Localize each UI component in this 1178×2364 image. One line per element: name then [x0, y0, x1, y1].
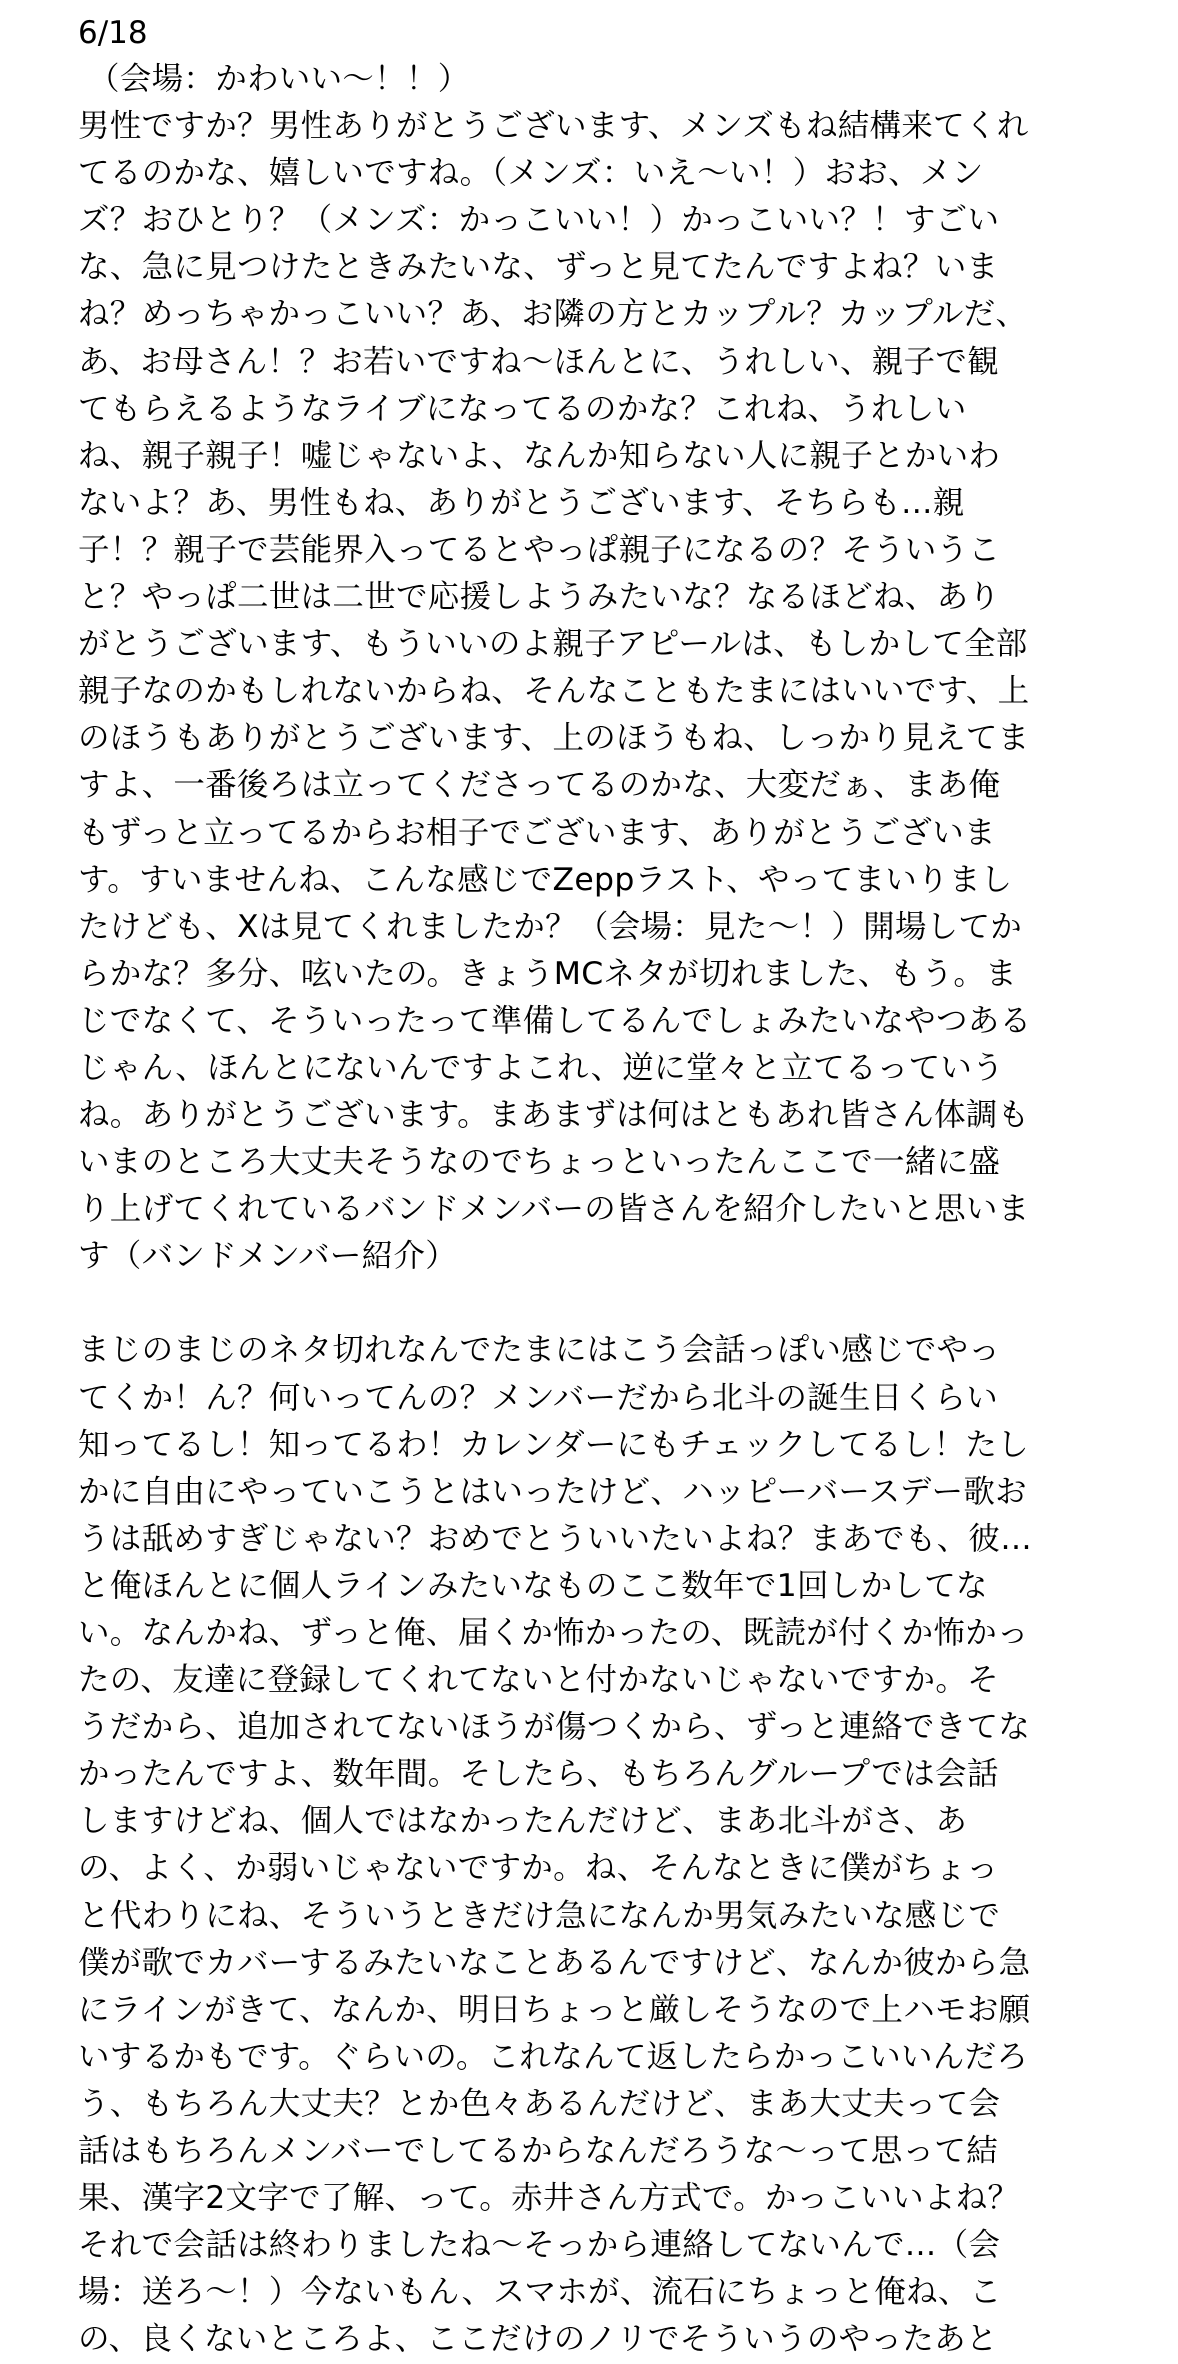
text-line: 場：送ろ〜！）今ないもん、スマホが、流石にちょっと俺ね、こ	[78, 2274, 1002, 2311]
text-line: ないよ？あ、男性もね、ありがとうございます、そちらも…親	[78, 484, 965, 521]
text-line: う、もちろん大丈夫？とか色々あるんだけど、まあ大丈夫って会	[78, 2085, 1001, 2122]
paragraph-1	[78, 56, 1118, 1280]
text-line: と俺ほんとに個人ラインみたいなものここ数年で1回しかしてな	[78, 1567, 988, 1604]
text-line: 話はもちろんメンバーでしてるからなんだろうな〜って思って結	[78, 2133, 998, 2170]
text-line: 子！？親子で芸能界入ってるとやっぱ親子になるの？そういうこ	[78, 531, 1001, 568]
text-line: と？やっぱ二世は二世で応援しようみたいな？なるほどね、あり	[78, 579, 1001, 616]
text-line: しますけどね、個人ではなかったんだけど、まあ北斗がさ、あ	[78, 1803, 968, 1840]
text-line: らかな？多分、呟いたの。きょうMCネタが切れました、もう。ま	[78, 955, 1017, 992]
text-line: すよ、一番後ろは立ってくださってるのかな、大変だぁ、まあ俺	[78, 767, 1001, 804]
text-line: てもらえるようなライブになってるのかな？これね、うれしい	[78, 390, 967, 427]
text-line: す（バンドメンバー紹介）	[78, 1238, 458, 1275]
text-line: （会場：かわいい〜！！）	[88, 61, 470, 97]
text-line: いするかもです。ぐらいの。これなんて返したらかっこいいんだろ	[78, 2038, 1029, 2075]
text-line: のほうもありがとうございます、上のほうもね、しっかり見えてま	[78, 720, 1030, 757]
text-line: 僕が歌でカバーするみたいなことあるんですけど、なんか彼から急	[78, 1944, 1031, 1981]
text-line: にラインがきて、なんか、明日ちょっと厳しそうなので上ハモお願	[78, 1991, 1031, 2028]
text-line: たけども、Xは見てくれましたか？（会場：見た〜！）開場してか	[78, 908, 1023, 945]
text-line: うだから、追加されてないほうが傷つくから、ずっと連絡できてな	[78, 1709, 1031, 1746]
text-line: てくか！ん？何いってんの？メンバーだから北斗の誕生日くらい	[78, 1379, 998, 1416]
text-line: うは舐めすぎじゃない？おめでとういいたいよね？まあでも、彼…	[78, 1520, 1033, 1557]
text-line: 知ってるし！知ってるわ！カレンダーにもチェックしてるし！たし	[78, 1426, 1030, 1463]
text-line: 男性ですか？男性ありがとうございます、メンズもね結構来てくれ	[78, 108, 1029, 145]
text-line: と代わりにね、そういうときだけ急になんか男気みたいな感じで	[78, 1897, 1001, 1934]
text-line: の、良くないところよ、ここだけのノリでそういうのやったあと	[78, 2321, 998, 2358]
text-line: な、急に見つけたときみたいな、ずっと見てたんですよね？いま	[78, 249, 999, 286]
text-line: かに自由にやっていこうとはいったけど、ハッピーバースデー歌お	[78, 1473, 1027, 1510]
text-line: ね、親子親子！嘘じゃないよ、なんか知らない人に親子とかいわ	[78, 437, 1001, 474]
text-line: もずっと立ってるからお相子でございます、ありがとうございま	[78, 814, 996, 851]
text-line: まじのまじのネタ切れなんでたまにはこう会話っぽい感じでやっ	[78, 1332, 1001, 1369]
text-line: す。すいませんね、こんな感じでZeppラスト、やってまいりまし	[78, 861, 1013, 898]
text-line: ね？めっちゃかっこいい？あ、お隣の方とカップル？カップルだ、	[78, 296, 1028, 333]
text-line: てるのかな、嬉しいですね。（メンズ：いえ〜い！）おお、メン	[78, 155, 984, 192]
text-line: がとうございます、もういいのよ親子アピールは、もしかして全部	[78, 626, 1028, 663]
text-line: それで会話は終わりましたね〜そっから連絡してないんで…（会	[78, 2227, 1001, 2264]
text-line: の、よく、か弱いじゃないですか。ね、そんなときに僕がちょっ	[78, 1850, 999, 1887]
text-line: たの、友達に登録してくれてないと付かないじゃないですか。そ	[78, 1662, 999, 1699]
text-line: じでなくて、そういったって準備してるんでしょみたいなやつある	[78, 1002, 1032, 1039]
text-line: あ、お母さん！？お若いですね〜ほんとに、うれしい、親子で観	[78, 343, 999, 380]
text-line: 親子なのかもしれないからね、そんなこともたまにはいいです、上	[78, 673, 1030, 710]
text-line: じゃん、ほんとにないんですよこれ、逆に堂々と立てるっていう	[78, 1049, 1004, 1086]
paragraph-gap	[78, 1280, 1118, 1327]
text-line: い。なんかね、ずっと俺、届くか怖かったの、既読が付くか怖かっ	[78, 1615, 1029, 1651]
text-line: り上げてくれているバンドメンバーの皆さんを紹介したいと思いま	[78, 1191, 1030, 1228]
text-line: ズ？おひとり？（メンズ：かっこいい！）かっこいい？！すごい	[78, 202, 1000, 239]
text-line: ね。ありがとうございます。まあまずは何はともあれ皆さん体調も	[78, 1097, 1030, 1134]
text-line: いまのところ大丈夫そうなのでちょっといったんここで一緒に盛	[78, 1144, 1001, 1181]
text-line: かったんですよ、数年間。そしたら、もちろんグループでは会話	[78, 1756, 999, 1793]
paragraph-2	[78, 1327, 1118, 2363]
text-line: 果、漢字2文字で了解、って。赤井さん方式で。かっこいいよね？	[78, 2180, 1020, 2217]
document-date: 6/18	[78, 15, 148, 51]
